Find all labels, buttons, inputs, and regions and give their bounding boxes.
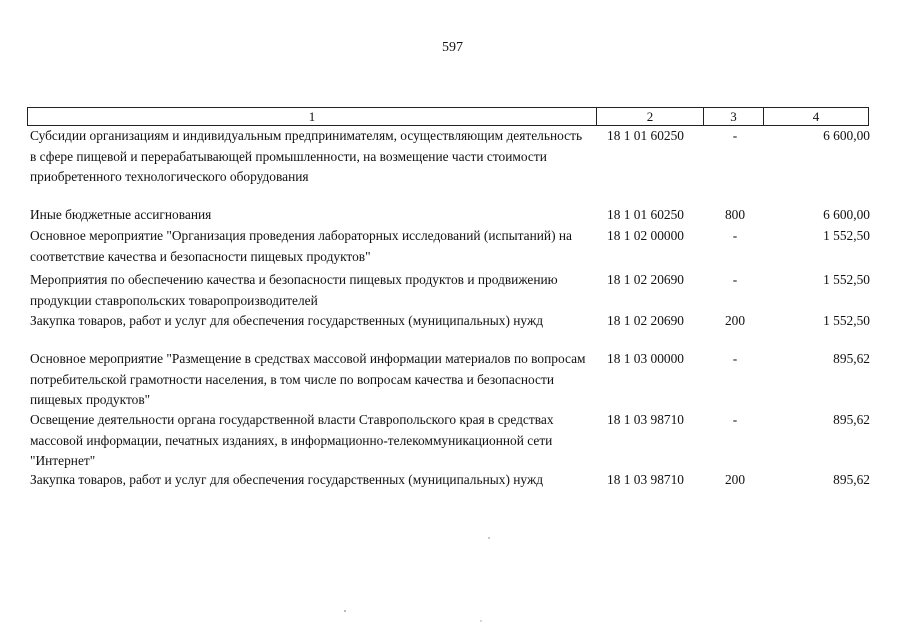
row-amount: 6 600,00 xyxy=(823,207,870,222)
row-name: Субсидии организациям и индивидуальным предпринимателям, осуществляющим деятельность в сфере пищевой и перерабатывающей промышленности, на возмещение части стоимости приобретенного технологического оборудования xyxy=(30,128,583,184)
row-amount: 6 600,00 xyxy=(823,128,870,143)
header-col-1: 1 xyxy=(28,108,597,125)
row-code: 18 1 02 20690 xyxy=(607,313,684,328)
row-code: 18 1 01 60250 xyxy=(607,128,684,143)
scan-speck xyxy=(480,620,481,621)
row-name: Закупка товаров, работ и услуг для обеспечения государственных (муниципальных) нужд xyxy=(30,472,544,487)
scan-speck xyxy=(488,537,490,539)
row-expense-type: - xyxy=(732,351,738,366)
row-expense-type: - xyxy=(732,228,738,243)
scan-speck xyxy=(344,610,346,612)
row-amount: 895,62 xyxy=(833,472,870,487)
row-expense-type: 800 xyxy=(724,207,746,222)
row-expense-type: 200 xyxy=(724,313,746,328)
page-number: 597 xyxy=(442,40,463,55)
row-name: Мероприятия по обеспечению качества и безопасности пищевых продуктов и продвижению продукции ставропольских товаропроизводителей xyxy=(30,272,558,308)
row-code: 18 1 03 00000 xyxy=(607,351,684,366)
row-amount: 1 552,50 xyxy=(823,313,870,328)
row-code: 18 1 03 98710 xyxy=(607,472,684,487)
table-header xyxy=(27,107,869,126)
row-code: 18 1 01 60250 xyxy=(607,207,684,222)
row-name: Иные бюджетные ассигнования xyxy=(30,207,212,222)
header-col-4: 4 xyxy=(812,109,820,124)
row-amount: 895,62 xyxy=(833,351,870,366)
row-name: Основное мероприятие "Размещение в средствах массовой информации материалов по вопросам потребительской грамотности населения, в том числе по вопросам качества и безопасности пищевых продуктов" xyxy=(30,351,586,407)
row-name: Освещение деятельности органа государственной власти Ставропольского края в средствах массовой информации, печатных изданиях, в информационно-телекоммуникационной сети "Интернет" xyxy=(30,412,554,468)
row-expense-type: - xyxy=(732,412,738,427)
row-expense-type: - xyxy=(732,272,738,287)
row-name: Основное мероприятие "Организация проведения лабораторных исследований (испытаний) на соответствие качества и безопасности пищевых продуктов" xyxy=(30,228,572,264)
row-amount: 1 552,50 xyxy=(823,228,870,243)
header-col-2: 2 xyxy=(597,108,704,125)
row-amount: 1 552,50 xyxy=(823,272,870,287)
header-col-3: 3 xyxy=(704,108,764,125)
row-code: 18 1 02 00000 xyxy=(607,228,684,243)
row-code: 18 1 03 98710 xyxy=(607,412,684,427)
row-expense-type: - xyxy=(732,128,738,143)
row-name: Закупка товаров, работ и услуг для обеспечения государственных (муниципальных) нужд xyxy=(30,313,544,328)
row-amount: 895,62 xyxy=(833,412,870,427)
row-code: 18 1 02 20690 xyxy=(607,272,684,287)
row-expense-type: 200 xyxy=(724,472,746,487)
